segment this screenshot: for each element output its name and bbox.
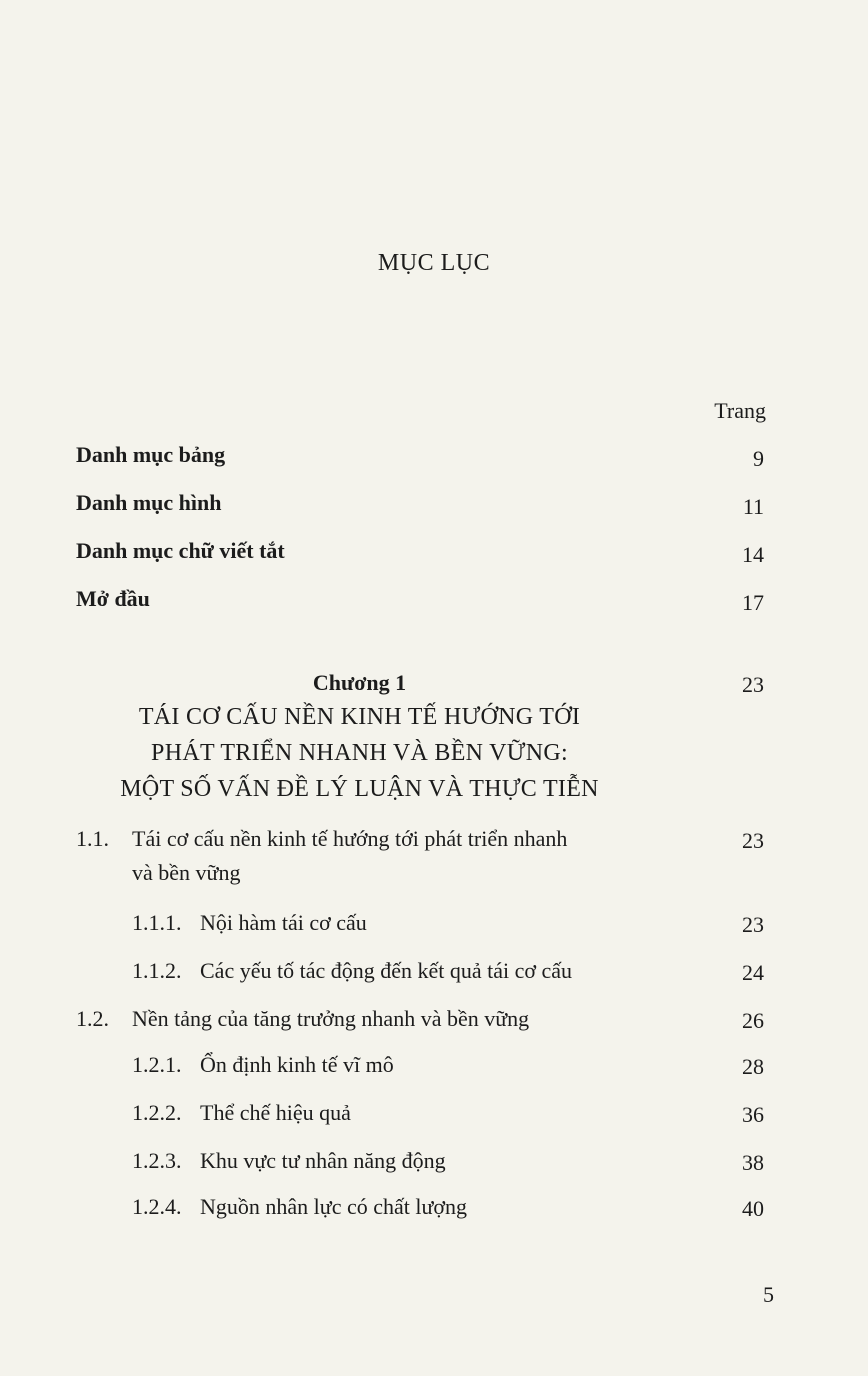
subsection-number: 1.1.2. bbox=[132, 958, 182, 983]
section-number: 1.2. bbox=[76, 1006, 109, 1031]
subsection-number: 1.1.1. bbox=[132, 910, 182, 935]
chapter-page: 23 bbox=[742, 672, 764, 697]
subsection-page: 36 bbox=[742, 1102, 764, 1127]
section-page: 26 bbox=[742, 1008, 764, 1033]
subsection-label: Ổn định kinh tế vĩ mô bbox=[200, 1052, 394, 1077]
subsection-number: 1.2.3. bbox=[132, 1148, 182, 1173]
subsection-label: Khu vực tư nhân năng động bbox=[200, 1148, 446, 1173]
toc-entry-abbreviations: Danh mục chữ viết tắt bbox=[76, 538, 285, 563]
chapter-title-line-2: PHÁT TRIỂN NHANH VÀ BỀN VỮNG: bbox=[151, 740, 568, 766]
subsection-number: 1.2.2. bbox=[132, 1100, 182, 1125]
subsection-number: 1.2.4. bbox=[132, 1194, 182, 1219]
subsection-page: 23 bbox=[742, 912, 764, 937]
subsection-page: 40 bbox=[742, 1196, 764, 1221]
subsection-page: 24 bbox=[742, 960, 764, 985]
footer-page-number: 5 bbox=[763, 1282, 774, 1307]
subsection-label: Các yếu tố tác động đến kết quả tái cơ cấu bbox=[200, 958, 573, 983]
page-title: MỤC LỤC bbox=[377, 250, 491, 276]
toc-entry-introduction: Mở đầu bbox=[76, 586, 150, 611]
chapter-title-line-1: TÁI CƠ CẤU NỀN KINH TẾ HƯỚNG TỚI bbox=[138, 704, 581, 730]
section-number: 1.1. bbox=[76, 826, 109, 851]
toc-entry-tables: Danh mục bảng bbox=[76, 442, 226, 467]
subsection-number: 1.2.1. bbox=[132, 1052, 182, 1077]
toc-page-abbreviations: 14 bbox=[742, 542, 764, 567]
page-column-label: Trang bbox=[714, 398, 766, 423]
subsection-page: 38 bbox=[742, 1150, 764, 1175]
section-page: 23 bbox=[742, 828, 764, 853]
toc-page-tables: 9 bbox=[753, 446, 764, 471]
chapter-label: Chương 1 bbox=[312, 670, 407, 695]
subsection-label: Nguồn nhân lực có chất lượng bbox=[200, 1194, 468, 1219]
chapter-title-line-3: MỘT SỐ VẤN ĐỀ LÝ LUẬN VÀ THỰC TIỄN bbox=[120, 776, 599, 802]
section-label: Tái cơ cấu nền kinh tế hướng tới phát triển nhanh bbox=[132, 826, 568, 851]
subsection-label: Thể chế hiệu quả bbox=[200, 1100, 351, 1125]
section-label-continued: và bền vững bbox=[132, 860, 241, 885]
section-label: Nền tảng của tăng trưởng nhanh và bền vững bbox=[132, 1006, 530, 1031]
toc-entry-figures: Danh mục hình bbox=[76, 490, 222, 515]
subsection-label: Nội hàm tái cơ cấu bbox=[200, 910, 367, 935]
toc-page-figures: 11 bbox=[742, 494, 764, 519]
subsection-page: 28 bbox=[742, 1054, 764, 1079]
toc-page-introduction: 17 bbox=[742, 590, 764, 615]
